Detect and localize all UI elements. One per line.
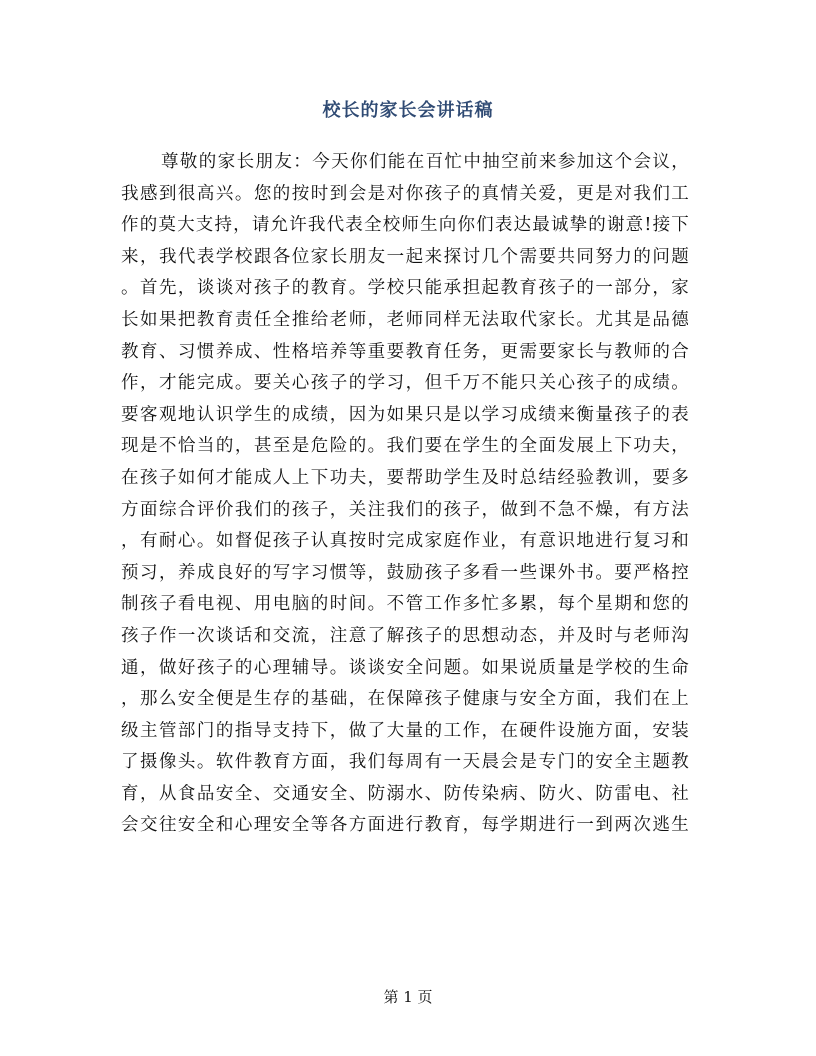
body-line: 教育、习惯养成、性格培养等重要教育任务，更需要家长与教师的合 [121,341,689,362]
body-line: 孩子作一次谈话和交流，注意了解孩子的思想动态，并及时与老师沟 [121,625,689,646]
body-line: 来，我代表学校跟各位家长朋友一起来探讨几个需要共同努力的问题 [121,246,689,267]
body-line: 作，才能完成。要关心孩子的学习，但千万不能只关心孩子的成绩。 [121,373,689,394]
body-line: 作的莫大支持，请允许我代表全校师生向你们表达最诚挚的谢意!接下 [121,215,689,236]
body-line: 了摄像头。软件教育方面，我们每周有一天晨会是专门的安全主题教 [121,752,689,773]
body-line: ，有耐心。如督促孩子认真按时完成家庭作业，有意识地进行复习和 [121,531,689,552]
body-line: 要客观地认识学生的成绩，因为如果只是以学习成绩来衡量孩子的表 [121,404,689,425]
body-line: 在孩子如何才能成人上下功夫，要帮助学生及时总结经验教训，要多 [121,467,689,488]
body-line: 级主管部门的指导支持下，做了大量的工作，在硬件设施方面，安装 [121,720,689,741]
body-line: 尊敬的家长朋友：今天你们能在百忙中抽空前来参加这个会议， [161,152,689,172]
body-line: 预习，养成良好的写字习惯等，鼓励孩子多看一些课外书。要严格控 [121,562,689,583]
body-line: 会交往安全和心理安全等各方面进行教育，每学期进行一到两次逃生 [121,815,689,836]
body-line: 长如果把教育责任全推给老师，老师同样无法取代家长。尤其是品德 [121,309,689,330]
document-body [121,147,689,842]
body-line: 现是不恰当的，甚至是危险的。我们要在学生的全面发展上下功夫， [121,436,689,457]
document-title: 校长的家长会讲话稿 [322,100,494,121]
body-line: 我感到很高兴。您的按时到会是对你孩子的真情关爱，更是对我们工 [121,183,689,204]
body-line: ，那么安全便是生存的基础，在保障孩子健康与安全方面，我们在上 [121,689,689,710]
body-line: 制孩子看电视、用电脑的时间。不管工作多忙多累，每个星期和您的 [121,594,689,615]
body-line: 方面综合评价我们的孩子，关注我们的孩子，做到不急不燥，有方法 [121,499,689,520]
body-line: 育，从食品安全、交通安全、防溺水、防传染病、防火、防雷电、社 [121,783,689,804]
page-number: 第 1 页 [383,988,433,1006]
body-line: 通，做好孩子的心理辅导。谈谈安全问题。如果说质量是学校的生命 [121,657,689,678]
body-line: 。首先，谈谈对孩子的教育。学校只能承担起教育孩子的一部分，家 [121,278,689,299]
